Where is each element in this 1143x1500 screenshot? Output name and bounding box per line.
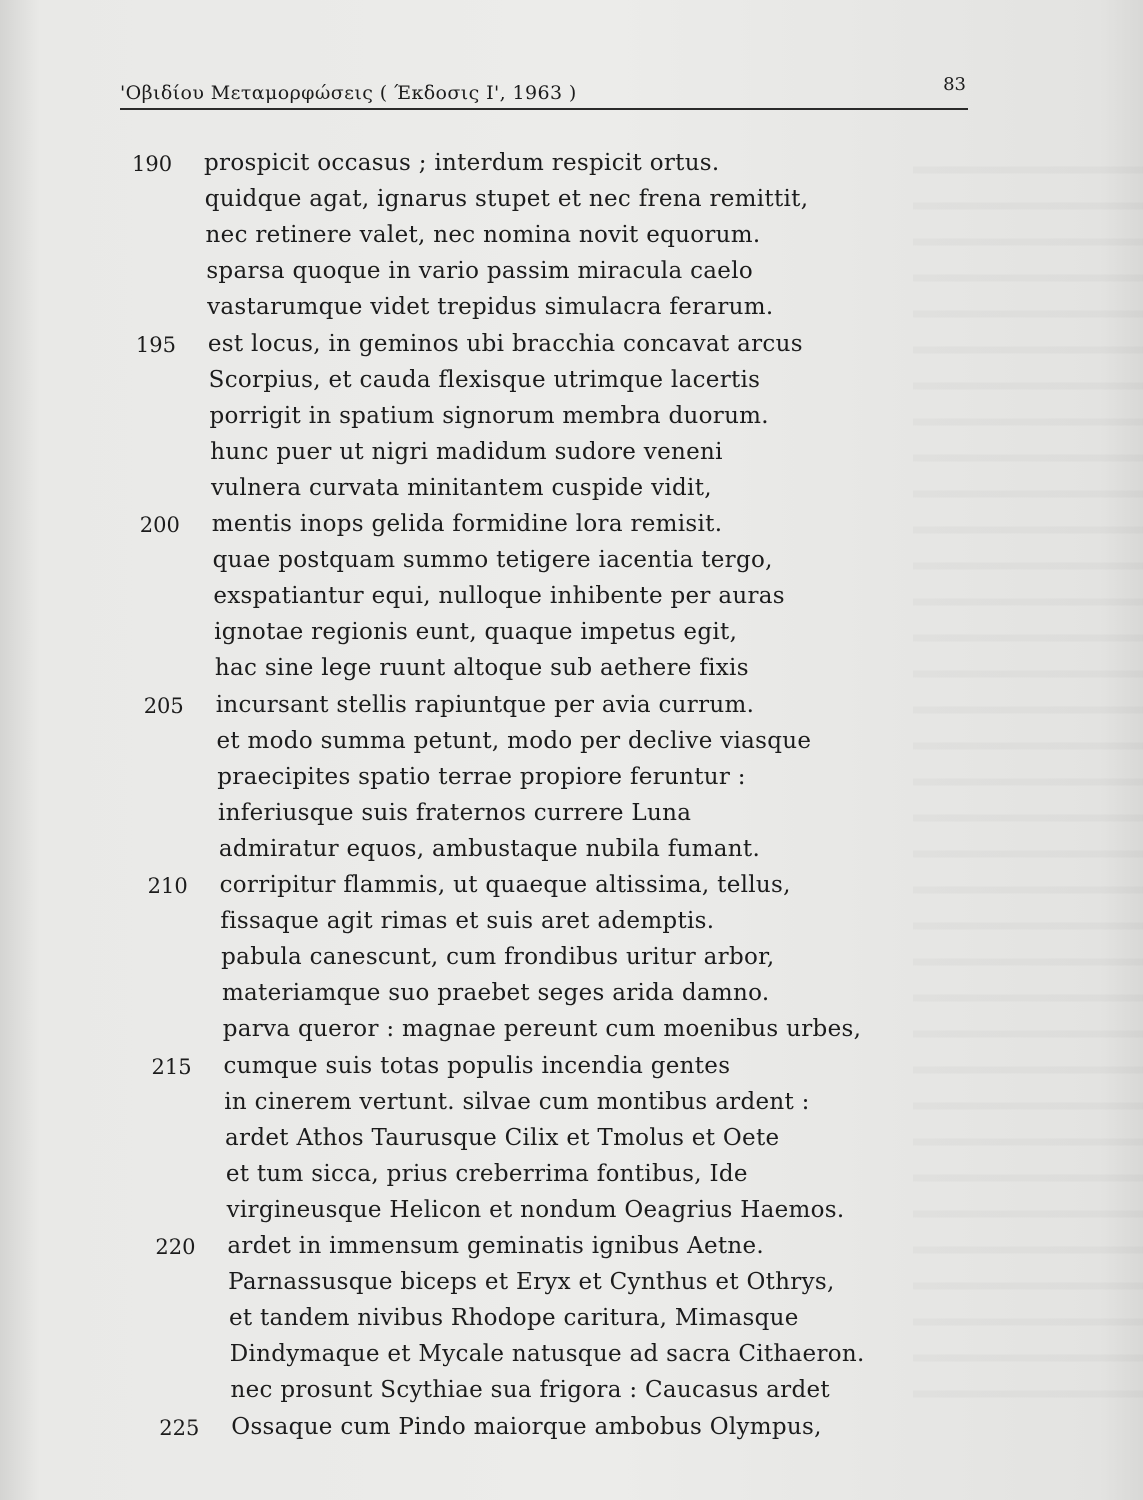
verse-text: incursant stellis rapiuntque per avia currum.	[215, 691, 755, 718]
verse-text: porrigit in spatium signorum membra duorum.	[209, 402, 769, 429]
header-rule	[120, 108, 968, 110]
page-header	[120, 74, 968, 108]
show-through-text	[913, 140, 1143, 1420]
verse-text: quae postquam summo tetigere iacentia tergo,	[212, 547, 773, 574]
verse-text: nec prosunt Scythiae sua frigora : Caucasus ardet	[230, 1377, 830, 1404]
verse-text: corripitur flammis, ut quaeque altissima, tellus,	[219, 872, 791, 898]
verse-text: hunc puer ut nigri madidum sudore veneni	[210, 438, 723, 465]
verse-text: mentis inops gelida formidine lora remisit.	[211, 511, 723, 537]
verse-text: et modo summa petunt, modo per declive viasque	[216, 727, 812, 754]
verse-text: inferiusque suis fraternos currere Luna	[218, 799, 692, 826]
verse-text: materiamque suo praebet seges arida damno.	[221, 980, 770, 1007]
line-number: 215	[151, 1054, 192, 1079]
verse-text: vulnera curvata minitantem cuspide vidit,	[211, 474, 712, 501]
verse-text: prospicit occasus ; interdum respicit ortus.	[204, 150, 720, 176]
verse-text: quidque agat, ignarus stupet et nec frena remittit,	[204, 186, 809, 213]
verse-text: nec retinere valet, nec nomina novit equorum.	[205, 222, 761, 249]
verse-text: cumque suis totas populis incendia gentes	[223, 1052, 731, 1079]
verse-text: parva queror : magnae pereunt cum moenibus urbes,	[222, 1016, 862, 1043]
line-number: 205	[143, 693, 184, 718]
verse-text: vastarumque videt trepidus simulacra ferarum.	[207, 294, 774, 321]
verse-text: Ossaque cum Pindo maiorque ambobus Olympus,	[231, 1413, 822, 1440]
line-number: 200	[139, 513, 180, 537]
verse-text: sparsa quoque in vario passim miracula caelo	[206, 258, 753, 285]
verse-text: virgineusque Helicon et nondum Oeagrius Haemos.	[226, 1196, 845, 1223]
verse-text: fissaque agit rimas et suis aret ademptis.	[220, 908, 715, 935]
verse-text: Dindymaque et Mycale natusque ad sacra Cithaeron.	[229, 1341, 865, 1368]
line-number: 225	[159, 1415, 200, 1440]
page-number: 83	[943, 74, 966, 95]
running-title: 'Οβιδίου Μεταμορφώσεις ( Έκδοσις Ι', 1963 )	[120, 82, 577, 104]
verse-text: praecipites spatio terrae propiore feruntur :	[217, 763, 746, 790]
verse-text: Parnassusque biceps et Eryx et Cynthus et Othrys,	[228, 1269, 835, 1296]
verse-text: ardet Athos Taurusque Cilix et Tmolus et Oete	[225, 1124, 780, 1151]
verse-text: admiratur equos, ambustaque nubila fumant.	[218, 835, 761, 862]
verse-text: in cinerem vertunt. silvae cum montibus ardent :	[224, 1088, 810, 1115]
verse-text: Scorpius, et cauda flexisque utrimque lacertis	[208, 366, 761, 393]
verse-text: est locus, in geminos ubi bracchia concavat arcus	[207, 330, 803, 357]
verse-text: hac sine lege ruunt altoque sub aethere fixis	[214, 655, 749, 682]
verse-text: ardet in immensum geminatis ignibus Aetne.	[227, 1233, 765, 1259]
line-number: 195	[135, 332, 176, 357]
verse-text: pabula canescunt, cum frondibus uritur arbor,	[221, 944, 775, 971]
verse-text: et tum sicca, prius creberrima fontibus, Ide	[225, 1160, 748, 1187]
line-number: 190	[132, 152, 173, 176]
line-number: 210	[147, 874, 188, 898]
line-number: 220	[155, 1235, 196, 1259]
verse-text: et tandem nivibus Rhodope caritura, Mimasque	[228, 1305, 799, 1332]
verse-text: ignotae regionis eunt, quaque impetus egit,	[214, 619, 738, 646]
verse-text: exspatiantur equi, nulloque inhibente per auras	[213, 583, 785, 610]
